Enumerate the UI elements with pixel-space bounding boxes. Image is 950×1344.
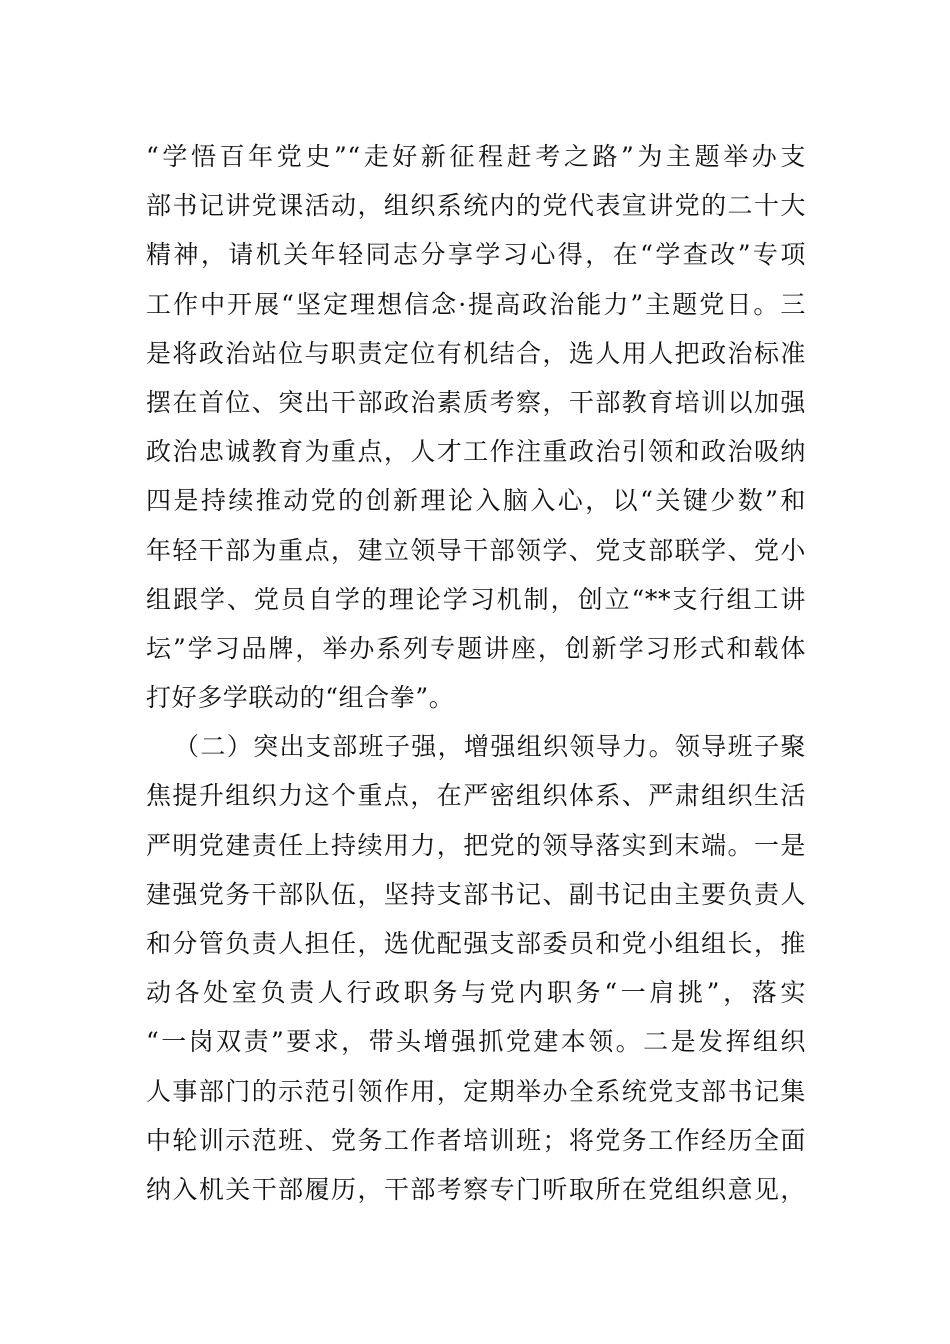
text-line: 坛”学习品牌，举办系列专题讲座，创新学习形式和载体	[146, 633, 806, 663]
text-line: “一岗双责”要求，带头增强抓党建本领。二是发挥组织	[146, 1027, 806, 1057]
text-line: 四是持续推动党的创新理论入脑入心，以“关键少数”和	[146, 486, 806, 516]
paragraph-heading-line: （二）突出支部班子强，增强组织领导力。领导班子聚	[174, 732, 806, 762]
text-line: 工作中开展“坚定理想信念·提高政治能力”主题党日。三	[146, 289, 806, 319]
text-line: 是将政治站位与职责定位有机结合，选人用人把政治标准	[146, 338, 806, 368]
text-line: 纳入机关干部履历，干部考察专门听取所在党组织意见，	[146, 1174, 806, 1204]
text-line: 焦提升组织力这个重点，在严密组织体系、严肃组织生活	[146, 781, 806, 811]
text-line: 建强党务干部队伍，坚持支部书记、副书记由主要负责人	[146, 879, 806, 909]
text-line: 和分管负责人担任，选优配强支部委员和党小组组长，推	[146, 929, 806, 958]
text-line: 政治忠诚教育为重点，人才工作注重政治引领和政治吸纳	[146, 437, 806, 467]
text-line: 摆在首位、突出干部政治素质考察，干部教育培训以加强	[146, 387, 806, 417]
text-line: 人事部门的示范引领作用，定期举办全系统党支部书记集	[146, 1076, 806, 1106]
body-text	[146, 132, 806, 1214]
text-line: 部书记讲党课活动，组织系统内的党代表宣讲党的二十大	[146, 191, 806, 221]
text-line: 动各处室负责人行政职务与党内职务“一肩挑”，落实	[146, 978, 806, 1008]
text-line: 精神，请机关年轻同志分享学习心得，在“学查改”专项	[146, 240, 806, 270]
text-line: 严明党建责任上持续用力，把党的领导落实到末端。一是	[146, 830, 806, 860]
text-line: 年轻干部为重点，建立领导干部领学、党支部联学、党小	[146, 535, 806, 565]
text-line: 中轮训示范班、党务工作者培训班；将党务工作经历全面	[146, 1125, 806, 1155]
text-line: 打好多学联动的“组合拳”。	[146, 683, 455, 713]
text-line: 组跟学、党员自学的理论学习机制，创立“**支行组工讲	[146, 584, 806, 614]
text-line: “学悟百年党史”“走好新征程赶考之路”为主题举办支	[146, 142, 806, 171]
